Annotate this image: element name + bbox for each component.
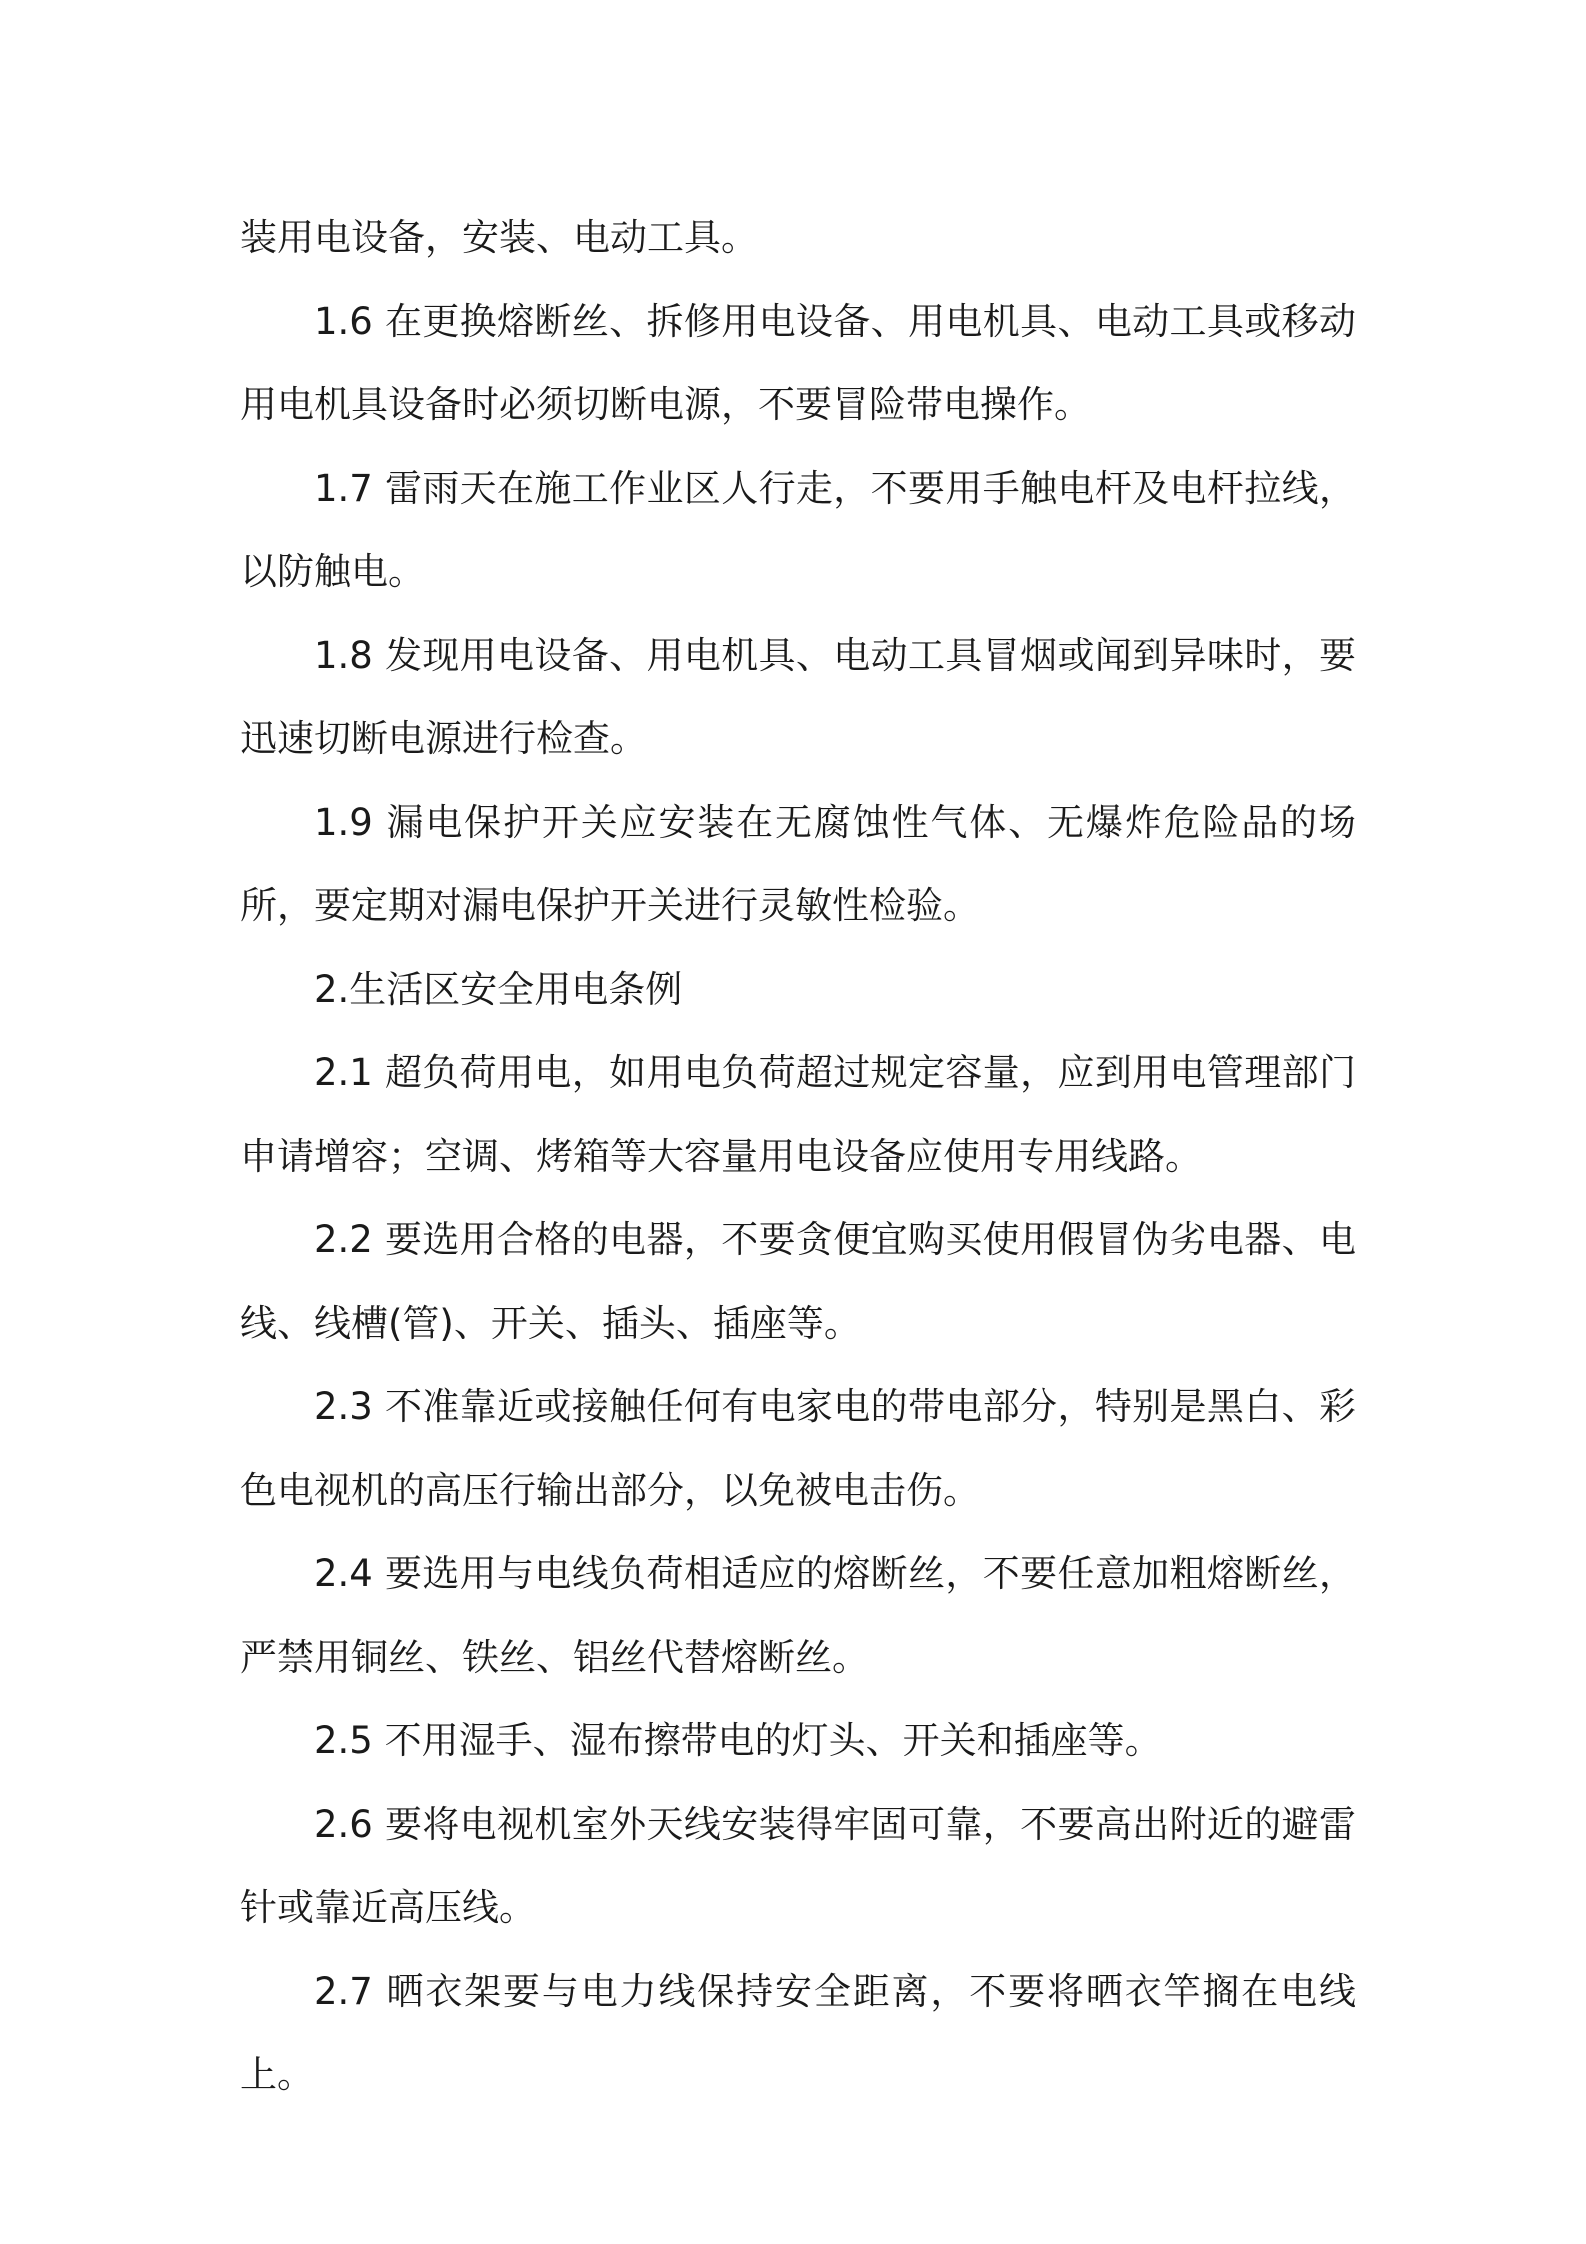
paragraph-2-2: 2.2 要选用合格的电器，不要贪便宜购买使用假冒伪劣电器、电线、线槽(管)、开关、插头、插座等。 bbox=[240, 1218, 1356, 1345]
paragraph-2-6: 2.6 要将电视机室外天线安装得牢固可靠，不要高出附近的避雷针或靠近高压线。 bbox=[240, 1802, 1356, 1929]
paragraph-1-7: 1.7 雷雨天在施工作业区人行走，不要用手触电杆及电杆拉线，以防触电。 bbox=[240, 466, 1356, 593]
paragraph-2-7: 2.7 晒衣架要与电力线保持安全距离，不要将晒衣竿搁在电线上。 bbox=[240, 1969, 1356, 2096]
paragraph-2-1: 2.1 超负荷用电，如用电负荷超过规定容量，应到用电管理部门申请增容；空调、烤箱等大容量用电设备应使用专用线路。 bbox=[240, 1051, 1356, 1178]
paragraph-2-4: 2.4 要选用与电线负荷相适应的熔断丝，不要任意加粗熔断丝，严禁用铜丝、铁丝、铝丝代替熔断丝。 bbox=[240, 1552, 1356, 1679]
paragraph-continuation: 装用电设备，安装、电动工具。 bbox=[240, 216, 758, 259]
document-body bbox=[240, 196, 1356, 2117]
paragraph-2-5: 2.5 不用湿手、湿布擦带电的灯头、开关和插座等。 bbox=[314, 1719, 1162, 1762]
paragraph-2-3: 2.3 不准靠近或接触任何有电家电的带电部分，特别是黑白、彩色电视机的高压行输出部分，以免被电击伤。 bbox=[240, 1385, 1356, 1512]
section-heading-2: 2.生活区安全用电条例 bbox=[314, 967, 683, 1011]
paragraph-1-8: 1.8 发现用电设备、用电机具、电动工具冒烟或闻到异味时，要迅速切断电源进行检查。 bbox=[240, 633, 1356, 760]
paragraph-1-9: 1.9 漏电保护开关应安装在无腐蚀性气体、无爆炸危险品的场所，要定期对漏电保护开关进行灵敏性检验。 bbox=[240, 800, 1356, 927]
paragraph-1-6: 1.6 在更换熔断丝、拆修用电设备、用电机具、电动工具或移动用电机具设备时必须切断电源，不要冒险带电操作。 bbox=[240, 299, 1356, 426]
